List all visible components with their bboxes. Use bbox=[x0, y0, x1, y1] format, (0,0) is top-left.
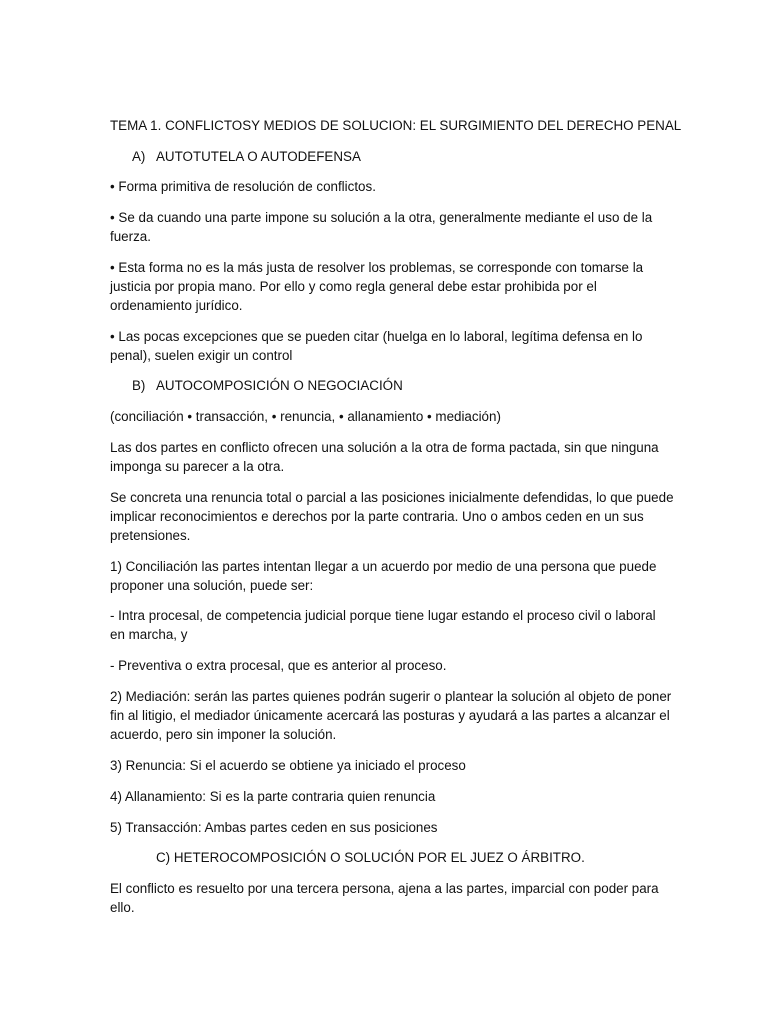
item-1a-line-1: - Intra procesal, de competencia judicial porque tiene lugar estando el proceso civil o laboral bbox=[110, 608, 656, 623]
item-1a-line-2: en marcha, y bbox=[110, 627, 188, 642]
item-2-line-2: fin al litigio, el mediador únicamente acercará las posturas y ayudará a las partes a alcanzar el bbox=[110, 708, 670, 723]
item-1b: - Preventiva o extra procesal, que es anterior al proceso. bbox=[110, 658, 447, 673]
c-paragraph-1-line-1: El conflicto es resuelto por una tercera persona, ajena a las partes, imparcial con poder para bbox=[110, 881, 659, 896]
bullet-3-line-1: • Esta forma no es la más justa de resolver los problemas, se corresponde con tomarse la bbox=[110, 260, 644, 275]
b-paragraph-2-line-1: Se concreta una renuncia total o parcial a las posiciones inicialmente defendidas, lo que puede bbox=[110, 490, 674, 505]
item-3: 3) Renuncia: Si el acuerdo se obtiene ya iniciado el proceso bbox=[110, 758, 466, 773]
item-2-line-3: acuerdo, pero sin imponer la solución. bbox=[110, 727, 337, 742]
bullet-2-line-1: • Se da cuando una parte impone su solución a la otra, generalmente mediante el uso de la bbox=[110, 210, 653, 225]
bullet-2-line-2: fuerza. bbox=[110, 229, 151, 244]
b-paragraph-1-line-2: imponga su parecer a la otra. bbox=[110, 459, 285, 474]
b-paragraph-2-line-3: pretensiones. bbox=[110, 528, 191, 543]
item-1-line-1: 1) Conciliación las partes intentan llegar a un acuerdo por medio de una persona que puede bbox=[110, 559, 657, 574]
b-paragraph-1-line-1: Las dos partes en conflicto ofrecen una solución a la otra de forma pactada, sin que ninguna bbox=[110, 440, 659, 455]
bullet-1: • Forma primitiva de resolución de conflictos. bbox=[110, 179, 376, 194]
bullet-3-line-2: justicia por propia mano. Por ello y como regla general debe estar prohibida por el bbox=[110, 279, 597, 294]
section-a-marker: A) bbox=[132, 149, 146, 164]
section-b-title: AUTOCOMPOSICIÓN O NEGOCIACIÓN bbox=[156, 378, 403, 393]
item-1-line-2: proponer una solución, puede ser: bbox=[110, 578, 314, 593]
bullet-3-line-3: ordenamiento jurídico. bbox=[110, 298, 243, 313]
item-5: 5) Transacción: Ambas partes ceden en sus posiciones bbox=[110, 820, 438, 835]
bullet-4-line-1: • Las pocas excepciones que se pueden citar (huelga en lo laboral, legítima defensa en lo bbox=[110, 329, 643, 344]
section-a-title: AUTOTUTELA O AUTODEFENSA bbox=[156, 149, 361, 164]
section-b-marker: B) bbox=[132, 378, 146, 393]
section-c-heading: C) HETEROCOMPOSICIÓN O SOLUCIÓN POR EL JUEZ O ÁRBITRO. bbox=[156, 850, 585, 865]
c-paragraph-1-line-2: ello. bbox=[110, 900, 135, 915]
item-4: 4) Allanamiento: Si es la parte contraria quien renuncia bbox=[110, 789, 436, 804]
section-b-heading bbox=[132, 376, 403, 395]
section-a-heading bbox=[132, 147, 361, 166]
document-title: TEMA 1. CONFLICTOSY MEDIOS DE SOLUCION: EL SURGIMIENTO DEL DERECHO PENAL bbox=[110, 118, 682, 133]
bullet-4-line-2: penal), suelen exigir un control bbox=[110, 348, 293, 363]
b-paragraph-2-line-2: implicar reconocimientos e derechos por la parte contraria. Uno o ambos ceden en un sus bbox=[110, 509, 644, 524]
item-2-line-1: 2) Mediación: serán las partes quienes podrán sugerir o plantear la solución al objeto de poner bbox=[110, 689, 672, 704]
section-b-list: (conciliación • transacción, • renuncia, • allanamiento • mediación) bbox=[110, 409, 501, 424]
